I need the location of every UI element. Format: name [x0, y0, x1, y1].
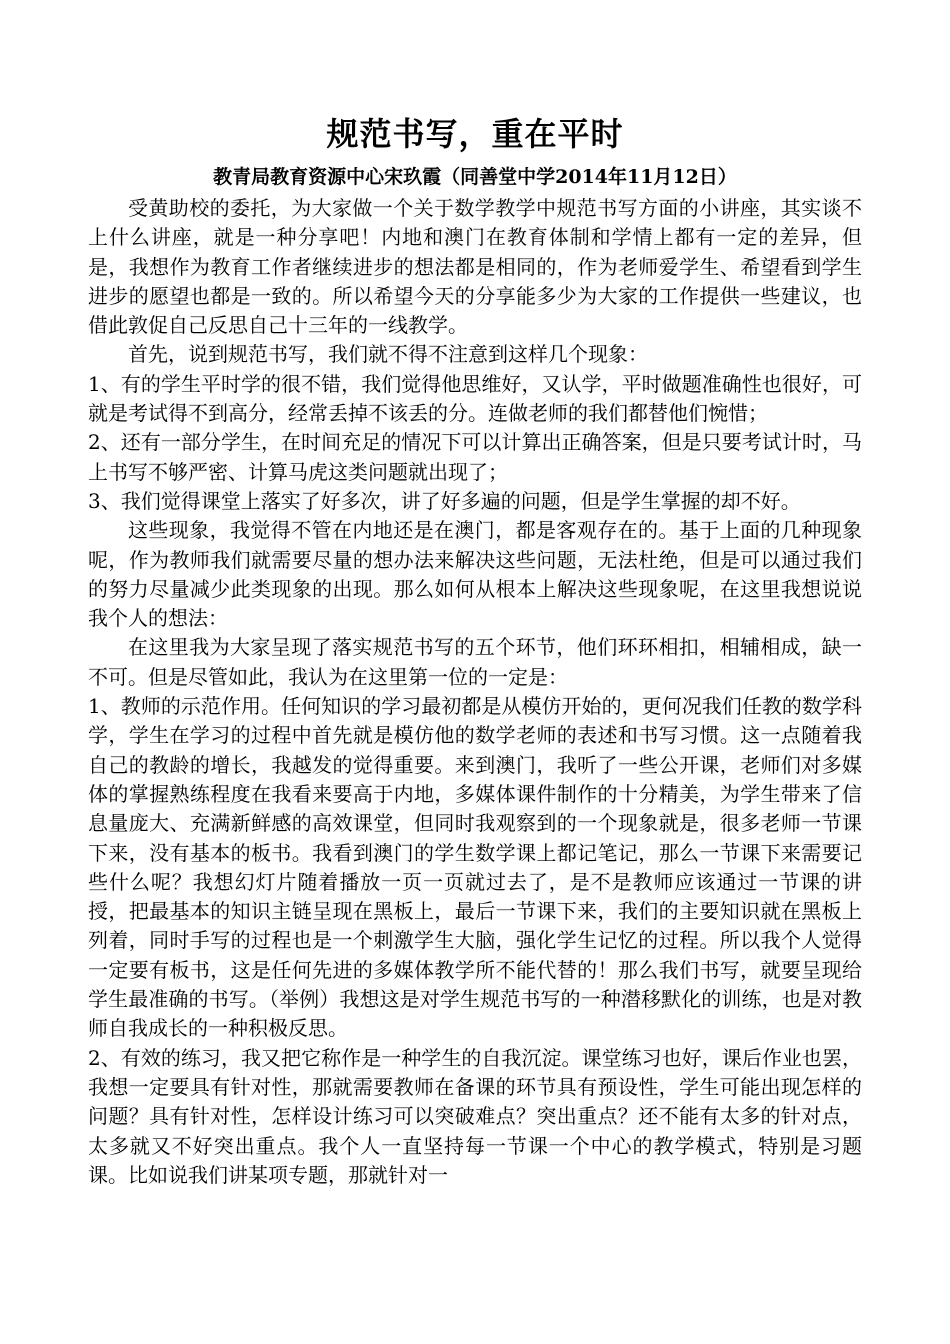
paragraph-phenomenon-3: 3、我们觉得课堂上落实了好多次，讲了好多遍的问题，但是学生掌握的却不好。 — [88, 488, 801, 513]
paragraph-phenomenon-2: 2、还有一部分学生，在时间充足的情况下可以计算出正确答案，但是只要考试计时，马上书写不够严密、计算马虎这类问题就出现了； — [88, 430, 862, 484]
paragraph-five-steps: 在这里我为大家呈现了落实规范书写的五个环节，他们环环相扣，相辅相成，缺一不可。但是尽管如此，我认为在这里第一位的一定是： — [88, 635, 862, 689]
document-subtitle: 教青局教育资源中心宋玖霞（同善堂中学2014年11月12日） — [213, 166, 737, 188]
document-page — [88, 100, 862, 1190]
paragraph-point-2: 2、有效的练习，我又把它称作是一种学生的自我沉淀。课堂练习也好，课后作业也罢，我想一定要具有针对性，那就需要教师在备课的环节具有预设性，学生可能出现怎样的问题？具有针对性，怎样设计练习可以突破难点？突出重点？还不能有太多的针对点，太多就又不好突出重点。我个人一直坚持每一节课一个中心的教学模式，特别是习题课。比如说我们讲某项专题，那就针对一 — [88, 1045, 862, 1187]
document-title: 规范书写，重在平时 — [326, 115, 624, 153]
paragraph-phenomena-lead: 首先，说到规范书写，我们就不得不注意到这样几个现象： — [128, 342, 648, 367]
paragraph-analysis: 这些现象，我觉得不管在内地还是在澳门，都是客观存在的。基于上面的几种现象呢，作为教师我们就需要尽量的想办法来解决这些问题，无法杜绝，但是可以通过我们的努力尽量减少此类现象的出现。那么如何从根本上解决这些现象呢，在这里我想说说我个人的想法： — [88, 518, 862, 631]
paragraph-point-1: 1、教师的示范作用。任何知识的学习最初都是从模仿开始的，更何况我们任教的数学科学，学生在学习的过程中首先就是模仿他的数学老师的表述和书写习惯。这一点随着我自己的教龄的增长，我越发的觉得重要。来到澳门，我听了一些公开课，老师们对多媒体的掌握熟练程度在我看来要高于内地，多媒体课件制作的十分精美，为学生带来了信息量庞大、充满新鲜感的高效课堂，但同时我观察到的一个现象就是，很多老师一节课下来，没有基本的板书。我看到澳门的学生数学课上都记笔记，那么一节课下来需要记些什么呢？我想幻灯片随着播放一页一页就过去了，是不是教师应该通过一节课的讲授，把最基本的知识主链呈现在黑板上，最后一节课下来，我们的主要知识就在黑板上列着，同时手写的过程也是一个刺激学生大脑，强化学生记忆的过程。所以我个人觉得一定要有板书，这是任何先进的多媒体教学所不能代替的！那么我们书写，就要呈现给学生最准确的书写。（举例）我想这是对学生规范书写的一种潜移默化的训练，也是对教师自我成长的一种积极反思。 — [88, 694, 862, 1041]
paragraph-intro: 受黄助校的委托，为大家做一个关于数学教学中规范书写方面的小讲座，其实谈不上什么讲座，就是一种分享吧！内地和澳门在教育体制和学情上都有一定的差异，但是，我想作为教育工作者继续进步的想法都是相同的，作为老师爱学生、希望看到学生进步的愿望也都是一致的。所以希望今天的分享能多少为大家的工作提供一些建议，也借此敦促自己反思自己十三年的一线教学。 — [88, 196, 862, 338]
paragraph-phenomenon-1: 1、有的学生平时学的很不错，我们觉得他思维好，又认学，平时做题准确性也很好，可就是考试得不到高分，经常丢掉不该丢的分。连做老师的我们都替他们惋惜； — [88, 371, 862, 426]
